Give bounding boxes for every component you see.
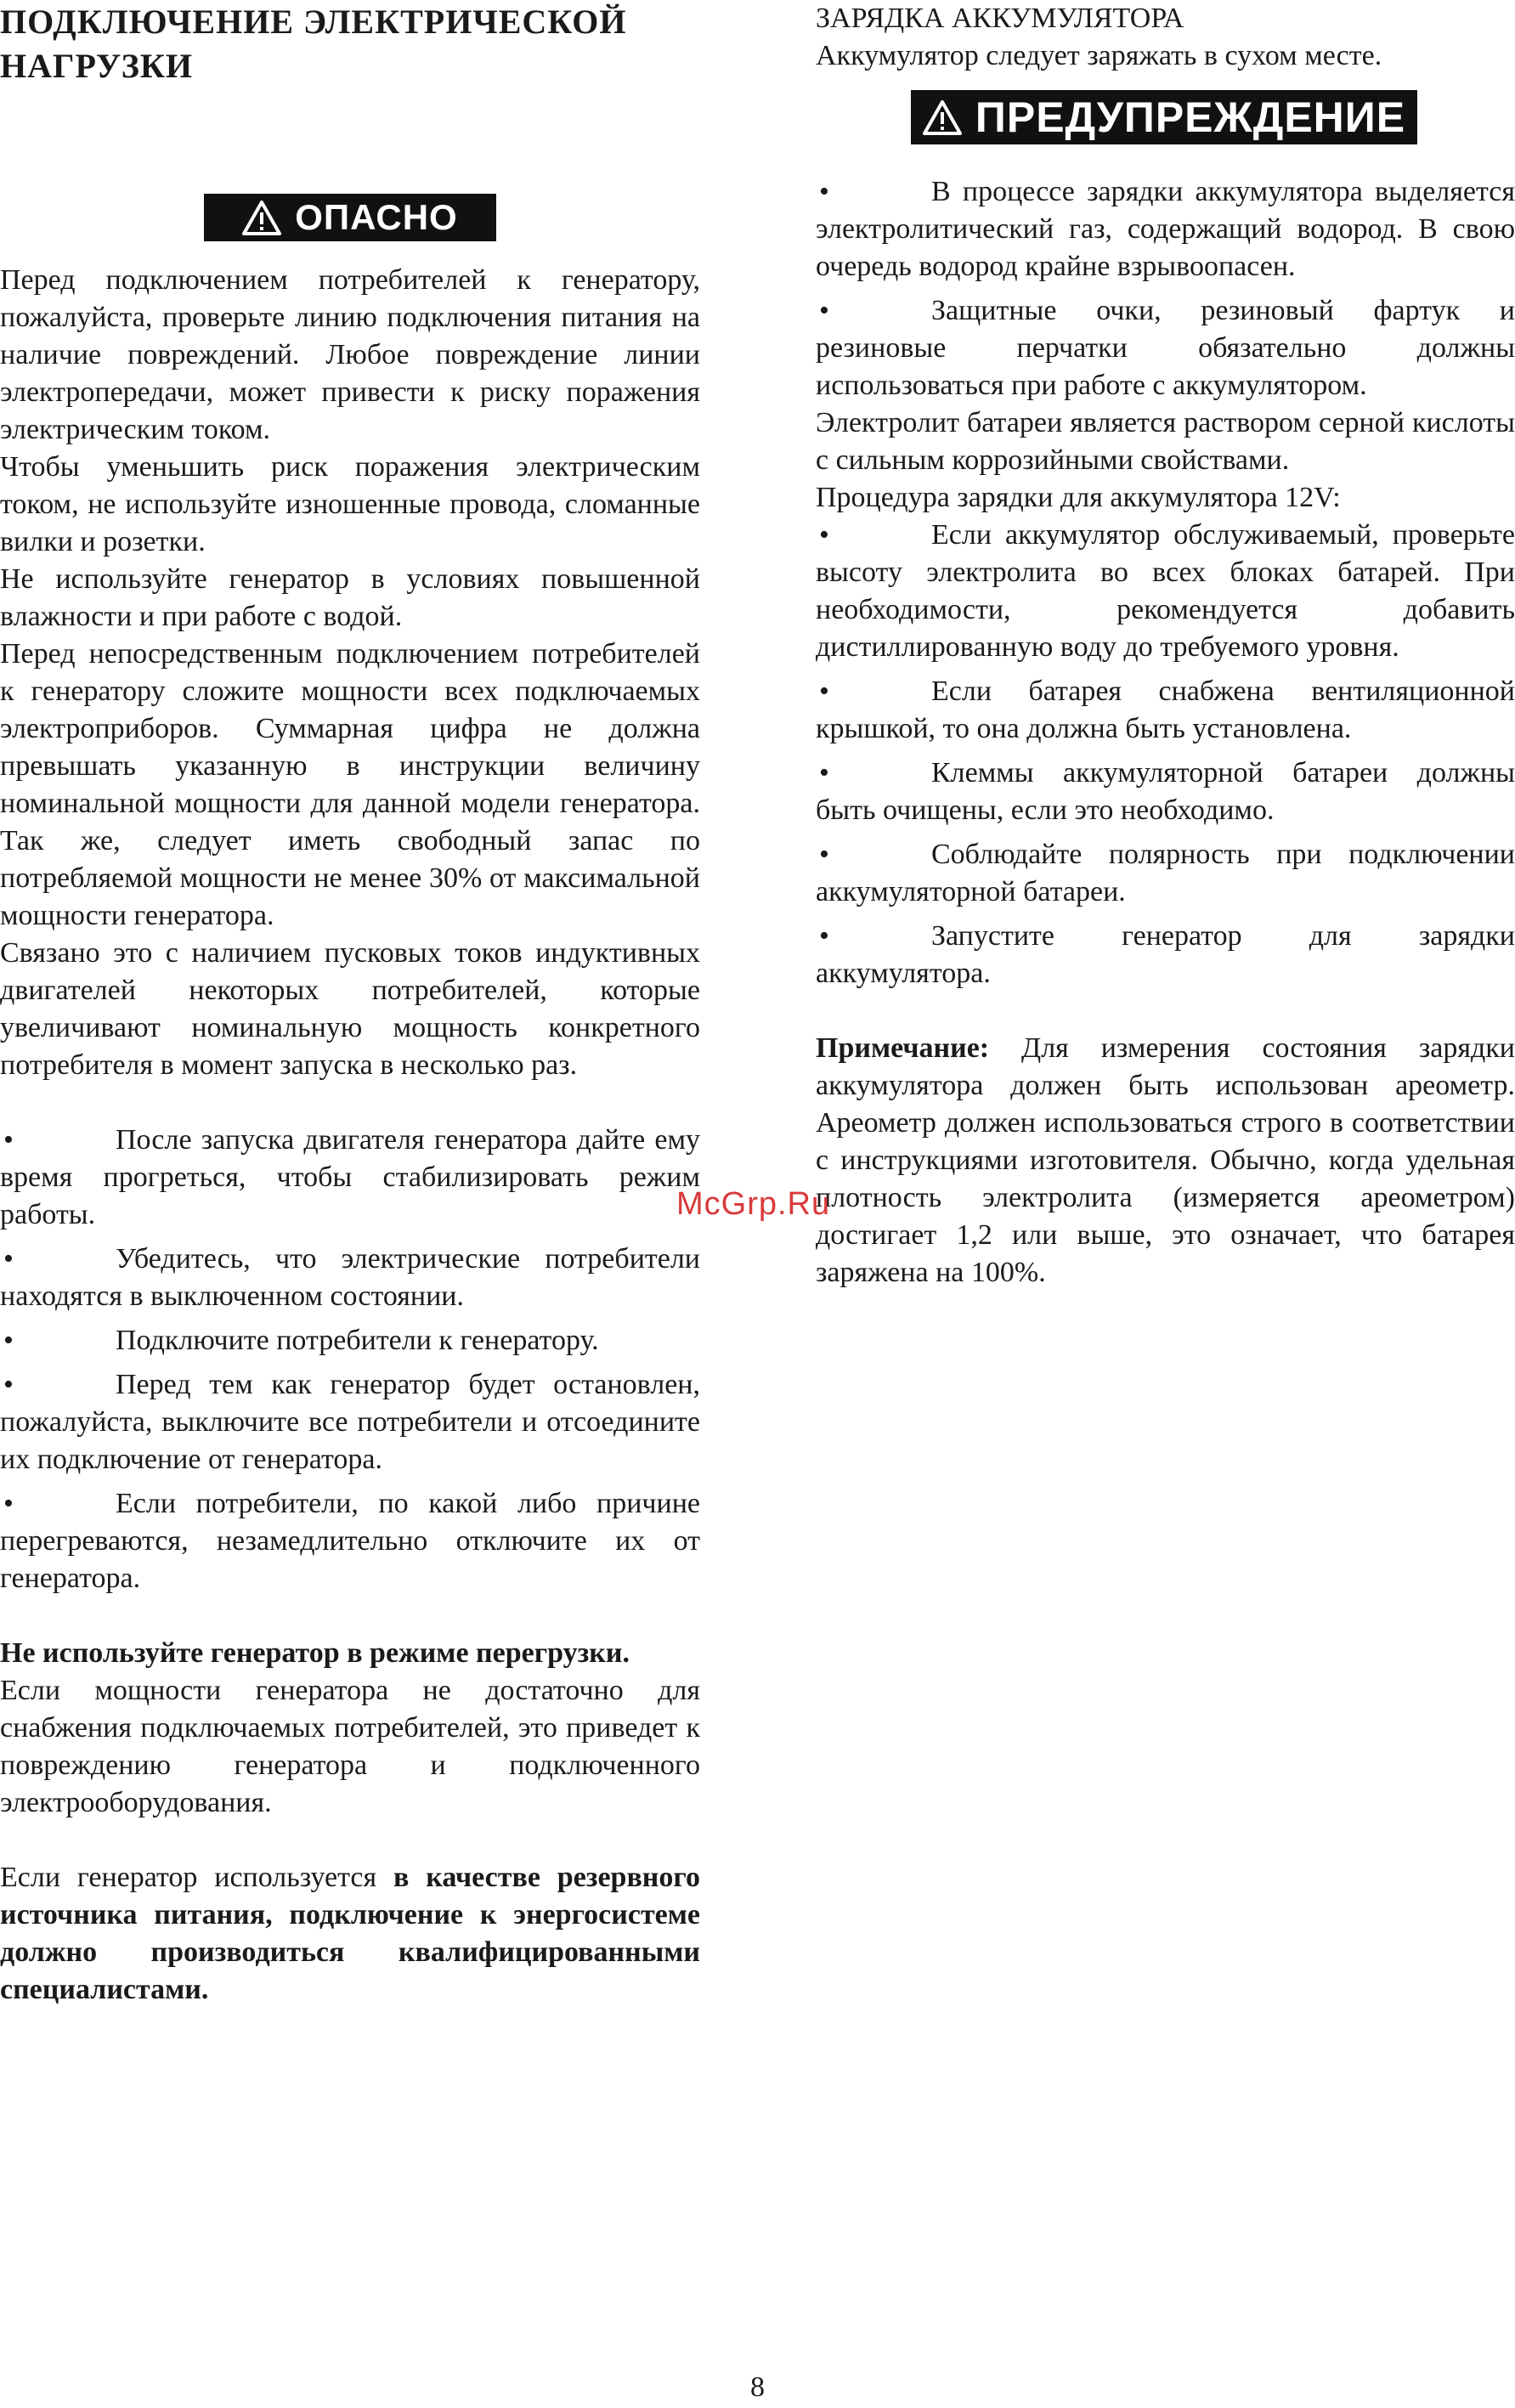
backup-power-note xyxy=(0,1859,700,2009)
bullet-icon: • xyxy=(819,295,829,326)
paragraph-worn-wires: Чтобы уменьшить риск поражения электрическим током, не используйте изношенные провода, сломанные вилки и розетки. xyxy=(0,451,700,557)
paragraph-check-line: Перед подключением потребителей к генератору, пожалуйста, проверьте линию подключения питания на наличие повреждений. Любое повреждение линии электропередачи, может привести к риску поражения электрическим током. xyxy=(0,264,700,445)
list-item-text: Убедитесь, что электрические потребители находятся в выключенном состоянии. xyxy=(0,1243,700,1312)
list-item xyxy=(816,918,1515,992)
bullet-icon: • xyxy=(3,1124,14,1156)
list-item xyxy=(816,836,1515,911)
warning-label: ПРЕДУПРЕЖДЕНИЕ xyxy=(975,93,1406,141)
backup-power-text: Если генератор используется xyxy=(0,1862,394,1893)
bullet-icon: • xyxy=(819,519,829,551)
paragraph-power-sum: Перед непосредственным подключением потребителей к генератору сложите мощности всех подключаемых электроприборов. Суммарная цифра не должна превышать указанную в инструкции величину номинальной мощности для данной модели генератора. Так же, следует иметь свободный запас по потребляемой мощности не менее 30% от максимальной мощности генератора. xyxy=(0,638,700,931)
list-item-text: Подключите потребители к генератору. xyxy=(116,1325,599,1356)
note-text: Для измерения состояния зарядки аккумулятора должен быть использован ареометр. Ареометр должен использоваться строго в соответствии с инструкциями изготовителя. Обычно, когда удельная плотность электролита (измеряется ареометром) достигает 1,2 или выше, это означает, что батарея заряжена на 100%. xyxy=(816,1032,1515,1288)
bullet-icon: • xyxy=(819,920,829,952)
list-item xyxy=(816,755,1515,829)
list-item xyxy=(0,1122,700,1234)
warning-banner-area xyxy=(816,75,1515,173)
watermark: McGrp.Ru xyxy=(676,1186,831,1222)
bullet-icon: • xyxy=(3,1243,14,1275)
bullet-icon: • xyxy=(3,1325,14,1356)
list-item-text: Клеммы аккумуляторной батареи должны быть очищены, если это необходимо. xyxy=(816,757,1515,826)
list-item-text: Запустите генератор для зарядки аккумулятора. xyxy=(816,920,1515,989)
procedure-heading: Процедура зарядки для аккумулятора 12V: xyxy=(816,482,1341,513)
bullet-icon: • xyxy=(3,1488,14,1519)
right-column xyxy=(816,0,1515,1292)
paragraph-inrush: Связано это с наличием пусковых токов индуктивных двигателей некоторых потребителей, которые увеличивают номинальную мощность конкретного потребителя в момент запуска в несколько раз. xyxy=(0,937,700,1081)
list-item-text: Перед тем как генератор будет остановлен, пожалуйста, выключите все потребители и отсоедините их подключение от генератора. xyxy=(0,1369,700,1475)
list-item-text: Соблюдайте полярность при подключении аккумуляторной батареи. xyxy=(816,839,1515,907)
section-title-load xyxy=(0,0,700,88)
list-item xyxy=(0,1366,700,1478)
warning-triangle-icon xyxy=(242,200,281,235)
list-item xyxy=(0,1241,700,1315)
page-number: 8 xyxy=(750,2371,765,2403)
bullet-icon: • xyxy=(3,1369,14,1400)
title-line-1: ПОДКЛЮЧЕНИЕ ЭЛЕКТРИЧЕСКОЙ xyxy=(0,3,627,41)
warning-banner xyxy=(911,90,1417,144)
danger-label: ОПАСНО xyxy=(295,197,458,237)
backup-power-bold: в качестве резервного источника питания, подключение к энергосистеме должно производиться квалифицированными специалистами. xyxy=(0,1862,700,2005)
bullet-icon: • xyxy=(819,675,829,707)
list-item xyxy=(816,673,1515,748)
list-item xyxy=(0,1322,700,1359)
overload-text: Если мощности генератора не достаточно для снабжения подключаемых потребителей, это приведет к повреждению генератора и подключенного электрооборудования. xyxy=(0,1675,700,1818)
title-line-2: НАГРУЗКИ xyxy=(0,47,193,85)
list-item xyxy=(816,292,1515,404)
danger-banner xyxy=(204,194,496,241)
note-label: Примечание: xyxy=(816,1032,990,1064)
overload-warning-bold: Не используйте генератор в режиме перегрузки. xyxy=(0,1637,630,1669)
bullet-icon: • xyxy=(819,757,829,789)
danger-banner-area xyxy=(0,88,700,262)
list-item xyxy=(816,517,1515,666)
left-column xyxy=(0,0,700,2009)
bullet-icon: • xyxy=(819,839,829,870)
list-item-text: После запуска двигателя генератора дайте ему время прогреться, чтобы стабилизировать режим работы. xyxy=(0,1124,700,1230)
battery-intro: Аккумулятор следует заряжать в сухом месте. xyxy=(816,40,1382,71)
list-item-text: Если потребители, по какой либо причине перегреваются, незамедлительно отключите их от генератора. xyxy=(0,1488,700,1594)
battery-section-title: ЗАРЯДКА АККУМУЛЯТОРА xyxy=(816,3,1184,34)
list-item xyxy=(816,173,1515,285)
paragraph-humidity: Не используйте генератор в условиях повышенной влажности и при работе с водой. xyxy=(0,563,700,632)
list-item xyxy=(0,1485,700,1597)
overload-warning xyxy=(0,1635,700,1672)
list-item-text: В процессе зарядки аккумулятора выделяется электролитический газ, содержащий водород. В свою очередь водород крайне взрывоопасен. xyxy=(816,176,1515,282)
list-item-text: Защитные очки, резиновый фартук и резиновые перчатки обязательно должны использоваться при работе с аккумулятором. xyxy=(816,295,1515,401)
warning-triangle-icon xyxy=(923,99,962,135)
electrolyte-paragraph: Электролит батареи является раствором серной кислоты с сильным коррозийными свойствами. xyxy=(816,407,1515,476)
list-item-text: Если аккумулятор обслуживаемый, проверьте высоту электролита во всех блоках батарей. При необходимости, рекомендуется добавить дистиллированную воду до требуемого уровня. xyxy=(816,519,1515,663)
bullet-icon: • xyxy=(819,176,829,207)
note-paragraph xyxy=(816,1030,1515,1292)
list-item-text: Если батарея снабжена вентиляционной крышкой, то она должна быть установлена. xyxy=(816,675,1515,744)
